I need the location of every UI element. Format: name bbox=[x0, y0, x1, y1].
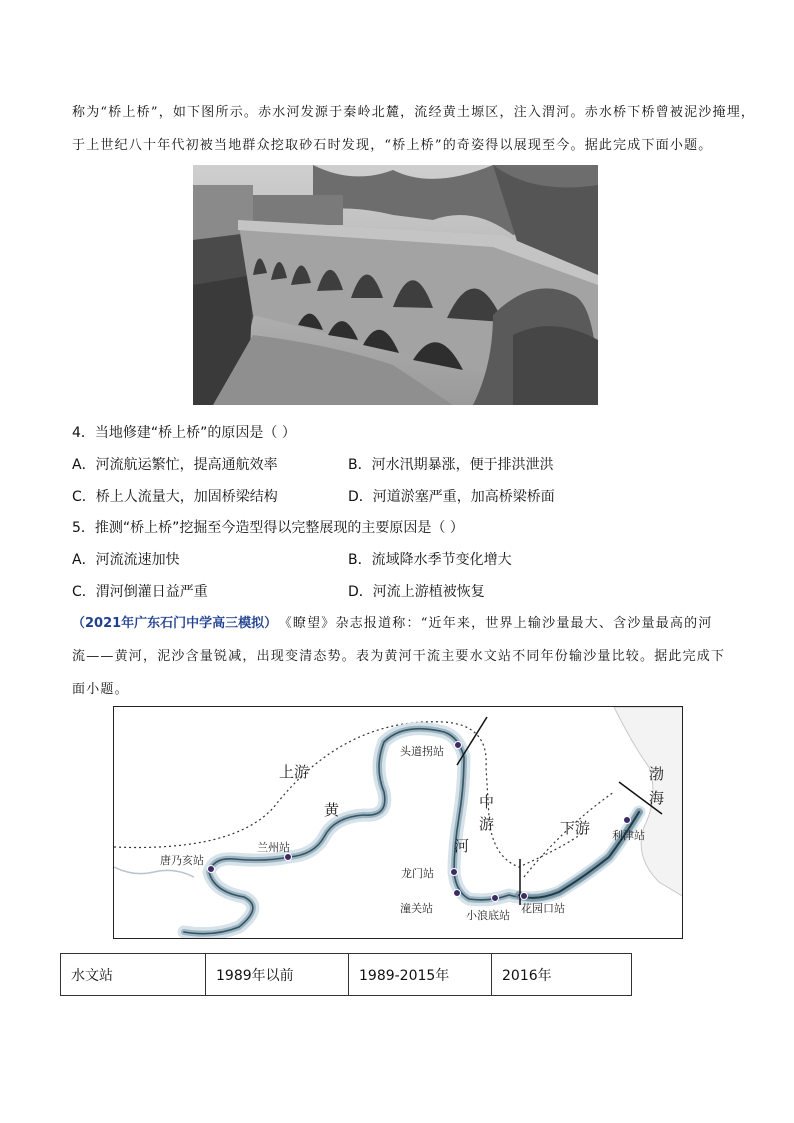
intro-line-1: 称为“桥上桥”，如下图所示。赤水河发源于秦岭北麓，流经黄土塬区，注入渭河。赤水桥下桥曾被泥沙掩埋， bbox=[72, 105, 756, 120]
question-4-stem: 4．当地修建“桥上桥”的原因是（ ） bbox=[72, 425, 296, 441]
label-lanzhou: 兰州站 bbox=[257, 841, 290, 854]
station-dot-xiaolangdi bbox=[492, 895, 499, 902]
question-5-option-d: D．河流上游植被恢复 bbox=[348, 584, 485, 600]
label-huayuankou: 花园口站 bbox=[521, 902, 565, 915]
station-dot-toudaoguai bbox=[455, 742, 462, 749]
table-header-2016: 2016年 bbox=[492, 954, 632, 996]
question-4-option-a: A．河流航运繁忙，提高通航效率 bbox=[72, 457, 278, 473]
station-dot-huayuankou bbox=[521, 893, 528, 900]
label-upper: 上游 bbox=[279, 763, 310, 781]
label-he: 河 bbox=[454, 837, 470, 855]
question-5-option-b: B．流域降水季节变化增大 bbox=[348, 552, 512, 568]
table-header-row bbox=[61, 954, 632, 996]
label-lower: 下游 bbox=[560, 819, 591, 837]
station-dot-lijin bbox=[624, 817, 631, 824]
question-5-option-a: A．河流流速加快 bbox=[72, 552, 180, 568]
station-dot-lanzhou bbox=[285, 854, 292, 861]
passage-2-source: （2021年广东石门中学高三模拟） bbox=[72, 616, 278, 631]
bridge-photo-illustration bbox=[193, 165, 598, 405]
label-huang: 黄 bbox=[324, 801, 340, 819]
question-4-option-b: B．河水汛期暴涨，便于排洪泄洪 bbox=[348, 457, 554, 473]
label-longmen: 龙门站 bbox=[401, 867, 434, 880]
question-5-stem: 5．推测“桥上桥”挖掘至今造型得以完整展现的主要原因是（ ） bbox=[72, 520, 464, 536]
label-lijin: 利津站 bbox=[612, 829, 645, 842]
table-header-station: 水文站 bbox=[61, 954, 206, 996]
label-middle-2: 游 bbox=[479, 815, 495, 833]
question-4-option-c: C．桥上人流量大，加固桥梁结构 bbox=[72, 489, 278, 505]
passage-2-text-1: 《瞭望》杂志报道称：“近年来，世界上输沙量最大、含沙量最高的河 bbox=[285, 616, 713, 631]
label-toudaoguai: 头道拐站 bbox=[400, 745, 444, 758]
label-xiaolangdi: 小浪底站 bbox=[466, 909, 510, 922]
station-dot-longmen bbox=[451, 869, 458, 876]
passage-2-line-2: 流——黄河，泥沙含量锐减，出现变清态势。表为黄河干流主要水文站不同年份输沙量比较。据此完成下 bbox=[72, 649, 726, 664]
label-tongguan: 潼关站 bbox=[400, 902, 433, 915]
passage-2-line-3: 面小题。 bbox=[72, 682, 129, 697]
yellow-river-map-drawing bbox=[114, 707, 683, 939]
label-middle-1: 中 bbox=[479, 793, 495, 811]
table-header-before-1989: 1989年以前 bbox=[206, 954, 349, 996]
bridge-photo bbox=[193, 165, 598, 405]
station-dot-tongguan bbox=[454, 890, 461, 897]
label-tangnaihai: 唐乃亥站 bbox=[160, 854, 204, 867]
question-4-option-d: D．河道淤塞严重，加高桥梁桥面 bbox=[348, 489, 555, 505]
intro-line-2: 于上世纪八十年代初被当地群众挖取砂石时发现，“桥上桥”的奇姿得以展现至今。据此完成下面小题。 bbox=[72, 138, 713, 153]
table-header-1989-2015: 1989-2015年 bbox=[349, 954, 492, 996]
question-5-option-c: C．渭河倒灌日益严重 bbox=[72, 584, 208, 600]
passage-2-line-1 bbox=[72, 612, 713, 631]
yellow-river-map bbox=[113, 706, 683, 939]
label-bo: 渤 bbox=[649, 765, 665, 783]
station-dot-tangnaihai bbox=[208, 866, 215, 873]
label-hai: 海 bbox=[649, 789, 665, 807]
sediment-table bbox=[60, 953, 632, 996]
